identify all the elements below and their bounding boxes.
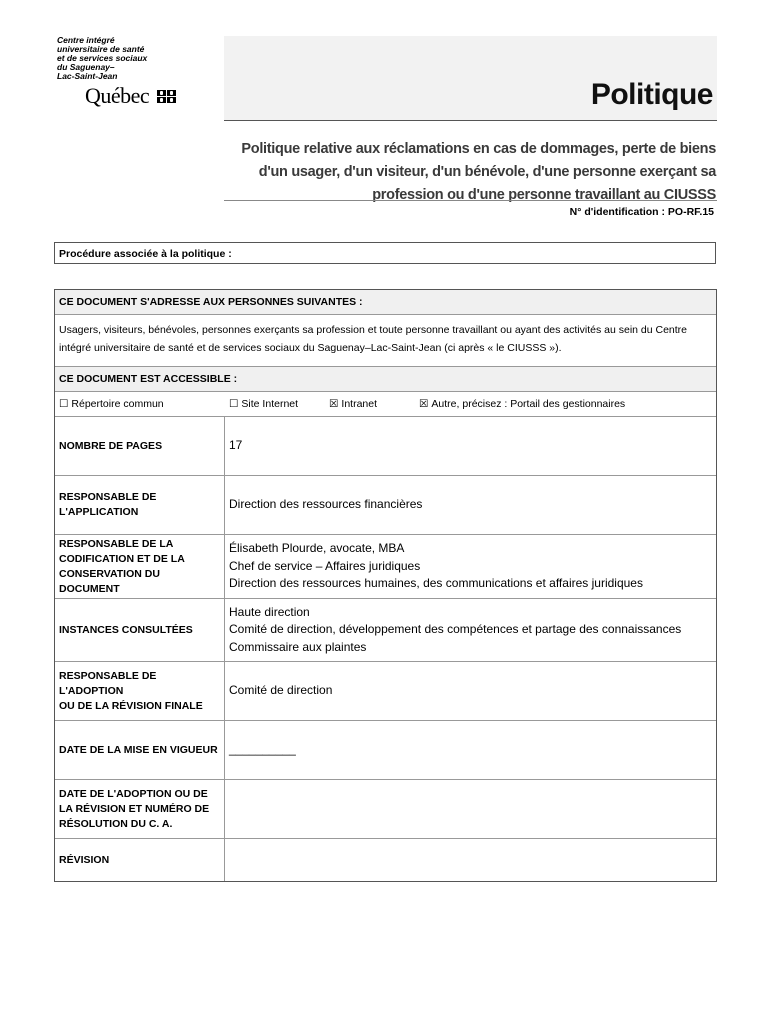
- policy-title: Politique relative aux réclamations en cas de dommages, perte de biens d'un usager, d'un visiteur, d'un bénévole, d'une personne exerçant sa profession ou d'une personne travaillant au CIUSSS: [241, 141, 716, 203]
- row-date-mise-en-vigueur: [55, 721, 716, 780]
- field-value: Comité de direction: [229, 683, 333, 698]
- logo-organization-name: Centre intégré universitaire de santé et de services sociaux du Saguenay– Lac-Saint-Jean: [57, 35, 148, 81]
- accessibility-options: [55, 392, 716, 417]
- checked-checkbox-icon: ☒: [419, 398, 429, 410]
- row-nombre-pages: [55, 417, 716, 476]
- quebec-word: Québec: [85, 83, 150, 108]
- checkbox-icon: ☐: [59, 398, 69, 410]
- document-type: Politique: [590, 78, 713, 111]
- ciusss-logo: [57, 36, 222, 109]
- row-revision: [55, 839, 716, 881]
- option-intranet: ☒ Intranet: [329, 398, 378, 410]
- field-value: Direction des ressources financières: [229, 497, 423, 512]
- field-value: [225, 780, 716, 838]
- row-responsable-adoption: [55, 662, 716, 721]
- field-label: INSTANCES CONSULTÉES: [55, 599, 225, 661]
- checkbox-icon: ☐: [229, 398, 239, 410]
- option-autre: ☒ Autre, précisez : Portail des gestionnaires: [419, 398, 626, 410]
- header-band: [224, 36, 717, 121]
- field-value: __________: [229, 742, 296, 757]
- field-label: DATE DE LA MISE EN VIGUEUR: [55, 721, 225, 779]
- field-label: DATE DE L'ADOPTION OU DE LA RÉVISION ET NUMÉRO DE RÉSOLUTION DU C. A.: [55, 780, 225, 838]
- document-info-table: [54, 289, 717, 882]
- field-value: Haute direction Comité de direction, développement des compétences et partage des connaissances Commissaire aux plaintes: [229, 604, 682, 654]
- row-instances-consultees: [55, 599, 716, 662]
- audience-heading: CE DOCUMENT S'ADRESSE AUX PERSONNES SUIVANTES :: [55, 290, 716, 315]
- field-label: RÉVISION: [55, 839, 225, 881]
- field-label: RESPONSABLE DE L'ADOPTION OU DE LA RÉVISION FINALE: [55, 662, 225, 720]
- field-label: RESPONSABLE DE L'APPLICATION: [55, 476, 225, 534]
- row-responsable-application: [55, 476, 716, 535]
- title-divider: [224, 200, 717, 201]
- field-value: Élisabeth Plourde, avocate, MBA Chef de service – Affaires juridiques Direction des ressources humaines, des communications et affaires juridiques: [229, 541, 643, 591]
- quebec-wordmark: [85, 83, 222, 109]
- associated-procedure: [54, 242, 716, 264]
- accessibility-heading: CE DOCUMENT EST ACCESSIBLE :: [55, 367, 716, 392]
- option-site-internet: ☐ Site Internet: [229, 398, 299, 410]
- field-value: [225, 839, 716, 881]
- field-label: NOMBRE DE PAGES: [55, 417, 225, 475]
- field-label: RESPONSABLE DE LA CODIFICATION ET DE LA CONSERVATION DU DOCUMENT: [55, 535, 225, 598]
- fleurdelise-flag-icon: [157, 90, 176, 103]
- row-responsable-codification: [55, 535, 716, 599]
- checked-checkbox-icon: ☒: [329, 398, 339, 410]
- option-repertoire-commun: ☐ Répertoire commun: [59, 398, 164, 410]
- field-value: 17: [229, 438, 243, 453]
- identification-number: N° d'identification : PO-RF.15: [569, 206, 714, 218]
- associated-procedure-label: Procédure associée à la politique :: [59, 248, 232, 260]
- audience-text: Usagers, visiteurs, bénévoles, personnes exerçants sa profession et toute personne travaillant ou ayant des activités au sein du Centre intégré universitaire de santé et de services sociaux du Saguenay–Lac-Saint-Jean (ci après « le CIUSSS »).: [55, 315, 716, 367]
- row-date-adoption: [55, 780, 716, 839]
